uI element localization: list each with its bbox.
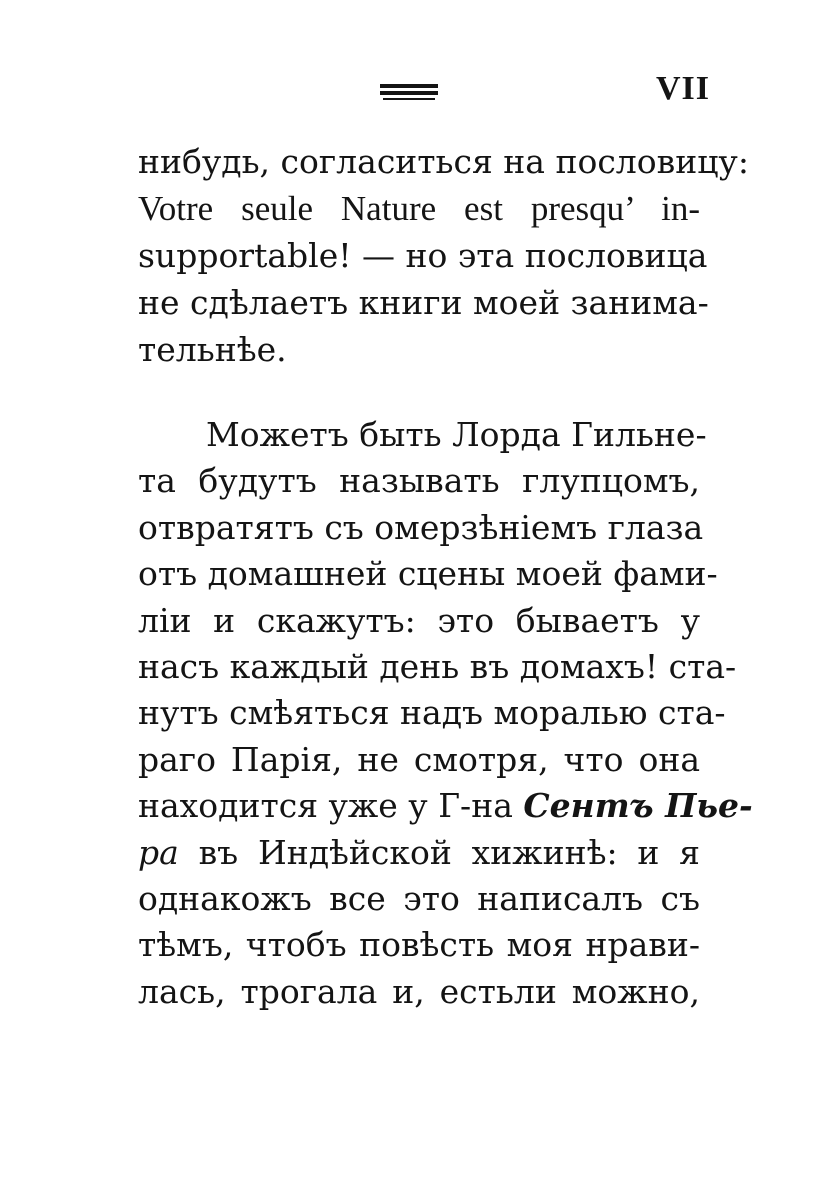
text-line: не сдѣлаетъ книги моей занима- — [138, 283, 709, 322]
text-line: нибудь, согласиться на пословицу: — [138, 142, 749, 181]
paragraph — [138, 138, 749, 373]
text-line: supportable! — но эта пословица — [138, 236, 708, 275]
text-line: отвратятъ съ омерзѣніемъ глаза — [138, 507, 704, 547]
text-line: тельнѣе. — [138, 330, 287, 369]
text-line: тѣмъ, чтобъ повѣсть моя нрави- — [138, 925, 700, 965]
page-number: VII — [655, 70, 710, 107]
ornament-rule — [383, 98, 435, 100]
ornament-rule — [380, 91, 438, 95]
text-line: лась, трогала и, естьли можно, — [138, 971, 700, 1011]
text-line — [138, 783, 753, 829]
text-line: Votre seule Nature est presqu’ in- — [138, 189, 700, 228]
italic-name: ра — [138, 832, 179, 872]
paragraph — [138, 412, 753, 1015]
text-line: Можетъ быть Лорда Гильне- — [206, 415, 707, 454]
text-segment: въ Индѣйской хижинѣ: и я — [198, 832, 700, 872]
text-line: нутъ смѣяться надъ моралью ста- — [138, 693, 726, 733]
text-line: раго Парія, не смотря, что она — [138, 739, 700, 779]
text-segment: находится уже у Г-на — [138, 786, 513, 826]
text-line: отъ домашней сцены моей фами- — [138, 554, 718, 594]
text-line: та будутъ называть глупцомъ, — [138, 461, 700, 501]
text-line: однакожъ все это написалъ съ — [138, 878, 700, 918]
header-ornament — [380, 84, 440, 100]
italic-name: Сентъ Пье- — [523, 786, 753, 826]
text-line: насъ каждый день въ домахъ! ста- — [138, 646, 737, 686]
text-line: ліи и скажутъ: это бываетъ у — [138, 600, 700, 640]
ornament-rule — [380, 84, 438, 88]
text-line — [138, 830, 700, 876]
